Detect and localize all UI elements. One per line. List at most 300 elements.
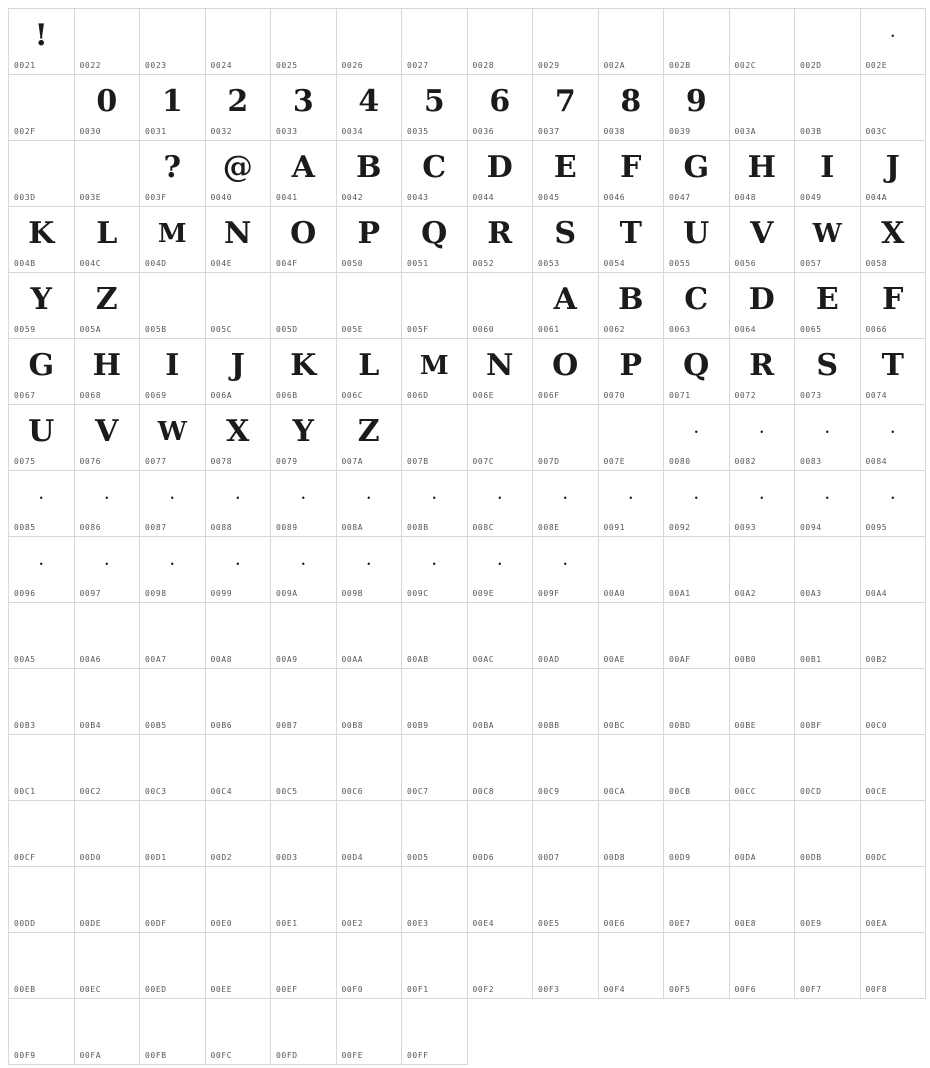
glyph-cell[interactable] <box>860 933 926 999</box>
glyph-cell[interactable] <box>336 273 402 339</box>
glyph-cell[interactable] <box>9 339 75 405</box>
glyph-cell[interactable] <box>9 801 75 867</box>
glyph-cell[interactable] <box>467 669 533 735</box>
glyph-cell[interactable] <box>9 9 75 75</box>
glyph-cell[interactable] <box>205 669 271 735</box>
glyph-cell[interactable] <box>795 801 861 867</box>
glyph-codepoint: 00B2 <box>865 655 888 664</box>
glyph-cell[interactable] <box>402 471 468 537</box>
glyph-codepoint: 0043 <box>407 193 429 202</box>
glyph-cell[interactable] <box>598 471 664 537</box>
glyph-codepoint: 00F3 <box>538 985 560 994</box>
glyph-cell[interactable] <box>860 603 926 669</box>
glyph-cell[interactable] <box>467 141 533 207</box>
glyph-codepoint: 00FA <box>79 1051 102 1060</box>
glyph-cell[interactable] <box>140 9 206 75</box>
glyph-cell[interactable] <box>598 9 664 75</box>
glyph-cell[interactable] <box>533 801 599 867</box>
glyph-cell[interactable] <box>74 735 140 801</box>
glyph-cell[interactable] <box>271 999 337 1065</box>
glyph-shape <box>730 935 795 984</box>
glyph-cell[interactable] <box>598 207 664 273</box>
glyph-cell[interactable] <box>140 999 206 1065</box>
glyph-cell[interactable] <box>729 273 795 339</box>
glyph-cell[interactable] <box>140 735 206 801</box>
glyph-shape <box>9 77 74 126</box>
glyph-cell[interactable] <box>140 603 206 669</box>
glyph-codepoint: 003F <box>145 193 167 202</box>
glyph-shape: Y <box>30 281 52 317</box>
glyph-cell[interactable] <box>467 867 533 933</box>
glyph-cell[interactable] <box>271 867 337 933</box>
glyph-cell[interactable] <box>9 75 75 141</box>
glyph-shape <box>206 737 271 786</box>
glyph-cell[interactable] <box>533 339 599 405</box>
glyph-codepoint: 00DB <box>800 853 822 862</box>
glyph-shape: 3 <box>292 83 314 119</box>
glyph-cell[interactable] <box>795 867 861 933</box>
glyph-shape <box>206 275 271 324</box>
glyph-cell[interactable] <box>336 339 402 405</box>
glyph-codepoint: 0053 <box>538 259 560 268</box>
glyph-cell[interactable] <box>205 801 271 867</box>
glyph-cell[interactable] <box>9 471 75 537</box>
glyph-shape <box>533 803 598 852</box>
glyph-grid-row <box>9 669 926 735</box>
glyph-cell[interactable] <box>664 471 730 537</box>
glyph-cell[interactable] <box>402 405 468 471</box>
glyph-cell[interactable] <box>533 867 599 933</box>
glyph-cell[interactable] <box>860 339 926 405</box>
glyph-cell[interactable] <box>598 75 664 141</box>
glyph-cell[interactable] <box>271 75 337 141</box>
glyph-cell[interactable] <box>664 207 730 273</box>
glyph-cell[interactable] <box>140 75 206 141</box>
glyph-cell[interactable] <box>205 735 271 801</box>
glyph-cell[interactable] <box>598 273 664 339</box>
glyph-cell[interactable] <box>860 405 926 471</box>
glyph-cell[interactable] <box>860 669 926 735</box>
glyph-cell[interactable] <box>271 471 337 537</box>
glyph-codepoint: 0038 <box>603 127 626 136</box>
glyph-cell[interactable] <box>729 867 795 933</box>
glyph-cell[interactable] <box>402 933 468 999</box>
glyph-cell[interactable] <box>860 9 926 75</box>
glyph-cell[interactable] <box>467 207 533 273</box>
glyph-cell[interactable] <box>729 75 795 141</box>
glyph-cell[interactable] <box>402 537 468 603</box>
glyph-cell[interactable] <box>336 867 402 933</box>
glyph-cell[interactable] <box>336 75 402 141</box>
glyph-cell[interactable] <box>467 801 533 867</box>
glyph-cell[interactable] <box>271 207 337 273</box>
glyph-cell[interactable] <box>205 867 271 933</box>
glyph-cell[interactable] <box>533 669 599 735</box>
glyph-cell[interactable] <box>140 933 206 999</box>
glyph-shape: H <box>747 149 776 185</box>
glyph-cell[interactable] <box>140 801 206 867</box>
glyph-cell[interactable] <box>402 867 468 933</box>
glyph-grid-row <box>9 9 926 75</box>
glyph-cell[interactable] <box>533 471 599 537</box>
glyph-cell[interactable] <box>205 273 271 339</box>
glyph-cell[interactable] <box>271 537 337 603</box>
glyph-cell[interactable] <box>271 801 337 867</box>
glyph-codepoint: 0073 <box>800 391 822 400</box>
glyph-codepoint: 00DE <box>79 919 102 928</box>
glyph-codepoint: 00C2 <box>79 787 102 796</box>
glyph-shape <box>402 737 467 786</box>
glyph-cell[interactable] <box>205 471 271 537</box>
glyph-codepoint: 004A <box>865 193 888 202</box>
glyph-cell[interactable] <box>598 141 664 207</box>
glyph-grid-row <box>9 537 926 603</box>
glyph-cell[interactable] <box>402 9 468 75</box>
glyph-cell[interactable] <box>271 933 337 999</box>
glyph-cell[interactable] <box>664 339 730 405</box>
glyph-cell[interactable] <box>467 339 533 405</box>
glyph-shape: B <box>618 281 644 317</box>
glyph-cell[interactable] <box>598 339 664 405</box>
glyph-shape <box>402 869 467 918</box>
glyph-cell[interactable] <box>860 273 926 339</box>
glyph-cell[interactable] <box>860 867 926 933</box>
glyph-shape: . <box>824 422 830 437</box>
glyph-shape <box>730 869 795 918</box>
glyph-cell[interactable] <box>467 603 533 669</box>
glyph-cell[interactable] <box>336 537 402 603</box>
glyph-shape: U <box>28 413 55 449</box>
glyph-shape <box>75 737 140 786</box>
glyph-shape <box>337 803 402 852</box>
glyph-cell[interactable] <box>860 471 926 537</box>
glyph-cell[interactable] <box>664 801 730 867</box>
glyph-cell[interactable] <box>795 603 861 669</box>
glyph-cell[interactable] <box>271 405 337 471</box>
glyph-cell[interactable] <box>74 273 140 339</box>
glyph-codepoint: 00DD <box>14 919 36 928</box>
glyph-cell[interactable] <box>860 801 926 867</box>
glyph-cell[interactable] <box>664 669 730 735</box>
glyph-shape <box>402 1001 467 1050</box>
glyph-cell[interactable] <box>467 471 533 537</box>
glyph-cell[interactable] <box>533 933 599 999</box>
glyph-cell[interactable] <box>729 9 795 75</box>
glyph-cell[interactable] <box>729 735 795 801</box>
glyph-cell[interactable] <box>9 537 75 603</box>
glyph-shape <box>402 11 467 60</box>
glyph-cell[interactable] <box>664 735 730 801</box>
glyph-shape <box>140 605 205 654</box>
glyph-cell[interactable] <box>140 669 206 735</box>
glyph-cell[interactable] <box>402 141 468 207</box>
glyph-cell[interactable] <box>9 273 75 339</box>
glyph-cell[interactable] <box>402 273 468 339</box>
glyph-cell[interactable] <box>74 933 140 999</box>
glyph-codepoint: 0087 <box>145 523 167 532</box>
glyph-cell[interactable] <box>74 207 140 273</box>
glyph-cell[interactable] <box>598 801 664 867</box>
glyph-shape: D <box>486 149 513 185</box>
glyph-cell[interactable] <box>860 537 926 603</box>
glyph-grid-row <box>9 75 926 141</box>
glyph-cell[interactable] <box>271 273 337 339</box>
glyph-cell[interactable] <box>140 207 206 273</box>
glyph-cell[interactable] <box>402 999 468 1065</box>
glyph-cell[interactable] <box>402 339 468 405</box>
glyph-shape <box>402 407 467 456</box>
glyph-codepoint: 0094 <box>800 523 822 532</box>
glyph-codepoint: 00C0 <box>865 721 888 730</box>
glyph-cell[interactable] <box>74 405 140 471</box>
glyph-cell[interactable] <box>336 999 402 1065</box>
glyph-codepoint: 0062 <box>603 325 626 334</box>
glyph-cell[interactable] <box>74 339 140 405</box>
glyph-cell[interactable] <box>271 339 337 405</box>
glyph-cell[interactable] <box>205 603 271 669</box>
glyph-cell[interactable] <box>9 735 75 801</box>
glyph-cell[interactable] <box>336 735 402 801</box>
glyph-codepoint: 00BA <box>472 721 495 730</box>
glyph-codepoint: 006F <box>538 391 560 400</box>
glyph-cell[interactable] <box>664 141 730 207</box>
glyph-cell[interactable] <box>860 141 926 207</box>
glyph-cell[interactable] <box>533 9 599 75</box>
glyph-cell[interactable] <box>729 207 795 273</box>
glyph-shape: . <box>890 422 896 437</box>
glyph-cell[interactable] <box>74 669 140 735</box>
glyph-cell[interactable] <box>205 141 271 207</box>
glyph-codepoint: 00BF <box>800 721 822 730</box>
glyph-cell[interactable] <box>598 405 664 471</box>
glyph-cell[interactable] <box>533 75 599 141</box>
glyph-cell[interactable] <box>598 867 664 933</box>
glyph-shape <box>75 11 140 60</box>
glyph-shape <box>206 935 271 984</box>
glyph-cell[interactable] <box>533 405 599 471</box>
glyph-cell[interactable] <box>9 141 75 207</box>
glyph-codepoint: 0074 <box>865 391 888 400</box>
glyph-codepoint: 00EA <box>865 919 888 928</box>
glyph-cell[interactable] <box>205 207 271 273</box>
glyph-cell[interactable] <box>9 867 75 933</box>
glyph-cell[interactable] <box>271 735 337 801</box>
glyph-cell[interactable] <box>271 141 337 207</box>
glyph-cell[interactable] <box>205 933 271 999</box>
glyph-shape: E <box>815 281 839 317</box>
glyph-cell[interactable] <box>336 471 402 537</box>
glyph-cell[interactable] <box>74 801 140 867</box>
glyph-cell[interactable] <box>729 801 795 867</box>
glyph-cell[interactable] <box>533 735 599 801</box>
glyph-cell[interactable] <box>860 75 926 141</box>
glyph-codepoint: 00DC <box>865 853 888 862</box>
glyph-cell[interactable] <box>795 471 861 537</box>
glyph-cell[interactable] <box>729 141 795 207</box>
glyph-cell[interactable] <box>664 933 730 999</box>
glyph-cell[interactable] <box>205 999 271 1065</box>
glyph-codepoint: 008E <box>538 523 560 532</box>
glyph-cell[interactable] <box>402 603 468 669</box>
glyph-cell[interactable] <box>9 999 75 1065</box>
glyph-codepoint: 0082 <box>734 457 757 466</box>
glyph-cell[interactable] <box>467 933 533 999</box>
glyph-cell[interactable] <box>598 669 664 735</box>
glyph-cell[interactable] <box>533 207 599 273</box>
glyph-shape: D <box>748 281 775 317</box>
glyph-cell[interactable] <box>664 537 730 603</box>
glyph-cell[interactable] <box>74 537 140 603</box>
glyph-cell[interactable] <box>467 9 533 75</box>
glyph-codepoint: 00C4 <box>210 787 233 796</box>
glyph-cell[interactable] <box>271 9 337 75</box>
glyph-cell[interactable] <box>336 933 402 999</box>
glyph-cell[interactable] <box>729 471 795 537</box>
glyph-shape <box>140 275 205 324</box>
glyph-cell[interactable] <box>402 801 468 867</box>
glyph-cell[interactable] <box>664 405 730 471</box>
glyph-cell[interactable] <box>467 273 533 339</box>
glyph-cell[interactable] <box>9 669 75 735</box>
glyph-shape <box>271 671 336 720</box>
glyph-cell[interactable] <box>598 537 664 603</box>
glyph-cell[interactable] <box>402 669 468 735</box>
glyph-cell[interactable] <box>205 537 271 603</box>
glyph-shape: F <box>620 149 642 185</box>
glyph-cell[interactable] <box>533 273 599 339</box>
glyph-cell[interactable] <box>74 867 140 933</box>
glyph-codepoint: 0054 <box>603 259 626 268</box>
glyph-cell[interactable] <box>598 735 664 801</box>
glyph-cell[interactable] <box>795 75 861 141</box>
glyph-codepoint: 007A <box>341 457 364 466</box>
glyph-codepoint: 00BD <box>669 721 691 730</box>
glyph-cell[interactable] <box>336 405 402 471</box>
glyph-cell[interactable] <box>664 9 730 75</box>
glyph-shape <box>664 869 729 918</box>
glyph-cell[interactable] <box>140 405 206 471</box>
glyph-cell[interactable] <box>140 867 206 933</box>
glyph-cell[interactable] <box>533 141 599 207</box>
glyph-cell[interactable] <box>795 273 861 339</box>
glyph-cell[interactable] <box>664 75 730 141</box>
glyph-cell[interactable] <box>402 75 468 141</box>
glyph-cell[interactable] <box>598 603 664 669</box>
glyph-cell[interactable] <box>860 207 926 273</box>
glyph-cell[interactable] <box>336 207 402 273</box>
glyph-codepoint: 004E <box>210 259 233 268</box>
glyph-codepoint: 00AE <box>603 655 626 664</box>
glyph-cell[interactable] <box>402 207 468 273</box>
glyph-shape: M <box>419 350 449 381</box>
glyph-cell[interactable] <box>467 405 533 471</box>
glyph-codepoint: 0072 <box>734 391 757 400</box>
glyph-codepoint: 0025 <box>276 61 298 70</box>
glyph-cell[interactable] <box>729 933 795 999</box>
glyph-cell[interactable] <box>729 669 795 735</box>
glyph-cell[interactable] <box>729 537 795 603</box>
glyph-cell[interactable] <box>533 603 599 669</box>
glyph-cell[interactable] <box>74 999 140 1065</box>
glyph-codepoint: 00B7 <box>276 721 298 730</box>
glyph-cell[interactable] <box>664 273 730 339</box>
glyph-cell[interactable] <box>205 405 271 471</box>
glyph-cell[interactable] <box>729 339 795 405</box>
glyph-cell[interactable] <box>795 933 861 999</box>
glyph-cell[interactable] <box>74 141 140 207</box>
glyph-cell[interactable] <box>336 801 402 867</box>
glyph-codepoint: 00F5 <box>669 985 691 994</box>
glyph-codepoint: 00B1 <box>800 655 822 664</box>
glyph-codepoint: 00A0 <box>603 589 626 598</box>
glyph-codepoint: 008B <box>407 523 429 532</box>
glyph-codepoint: 0091 <box>603 523 626 532</box>
glyph-cell[interactable] <box>795 405 861 471</box>
glyph-codepoint: 00CD <box>800 787 822 796</box>
glyph-shape: S <box>554 215 577 251</box>
glyph-cell[interactable] <box>795 537 861 603</box>
glyph-cell[interactable] <box>729 603 795 669</box>
glyph-cell[interactable] <box>467 75 533 141</box>
glyph-cell[interactable] <box>795 141 861 207</box>
glyph-cell[interactable] <box>205 9 271 75</box>
glyph-cell[interactable] <box>336 141 402 207</box>
glyph-cell[interactable] <box>205 339 271 405</box>
glyph-cell[interactable] <box>598 933 664 999</box>
glyph-codepoint: 0024 <box>210 61 233 70</box>
glyph-cell[interactable] <box>74 471 140 537</box>
glyph-cell[interactable] <box>9 603 75 669</box>
glyph-cell[interactable] <box>9 207 75 273</box>
glyph-cell[interactable] <box>74 9 140 75</box>
glyph-cell[interactable] <box>795 339 861 405</box>
glyph-cell[interactable] <box>860 735 926 801</box>
glyph-cell[interactable] <box>467 735 533 801</box>
glyph-cell[interactable] <box>336 9 402 75</box>
glyph-cell[interactable] <box>533 537 599 603</box>
glyph-cell[interactable] <box>795 207 861 273</box>
glyph-shape: . <box>890 26 896 41</box>
glyph-codepoint: 0066 <box>865 325 888 334</box>
glyph-grid-body <box>9 9 926 1065</box>
glyph-cell[interactable] <box>140 537 206 603</box>
glyph-shape <box>730 11 795 60</box>
glyph-cell[interactable] <box>795 735 861 801</box>
glyph-cell[interactable] <box>729 405 795 471</box>
glyph-cell[interactable] <box>140 141 206 207</box>
glyph-cell[interactable] <box>140 339 206 405</box>
glyph-cell[interactable] <box>9 405 75 471</box>
glyph-cell[interactable] <box>664 603 730 669</box>
glyph-cell[interactable] <box>795 9 861 75</box>
glyph-cell[interactable] <box>74 603 140 669</box>
glyph-cell[interactable] <box>205 75 271 141</box>
glyph-cell[interactable] <box>140 471 206 537</box>
glyph-cell[interactable] <box>271 603 337 669</box>
glyph-codepoint: 006A <box>210 391 233 400</box>
glyph-cell[interactable] <box>74 75 140 141</box>
glyph-cell[interactable] <box>140 273 206 339</box>
glyph-cell[interactable] <box>271 669 337 735</box>
glyph-cell[interactable] <box>9 933 75 999</box>
glyph-cell[interactable] <box>467 537 533 603</box>
glyph-cell[interactable] <box>336 603 402 669</box>
glyph-cell[interactable] <box>336 669 402 735</box>
glyph-cell[interactable] <box>795 669 861 735</box>
glyph-shape <box>9 143 74 192</box>
glyph-cell[interactable] <box>664 867 730 933</box>
glyph-cell[interactable] <box>402 735 468 801</box>
